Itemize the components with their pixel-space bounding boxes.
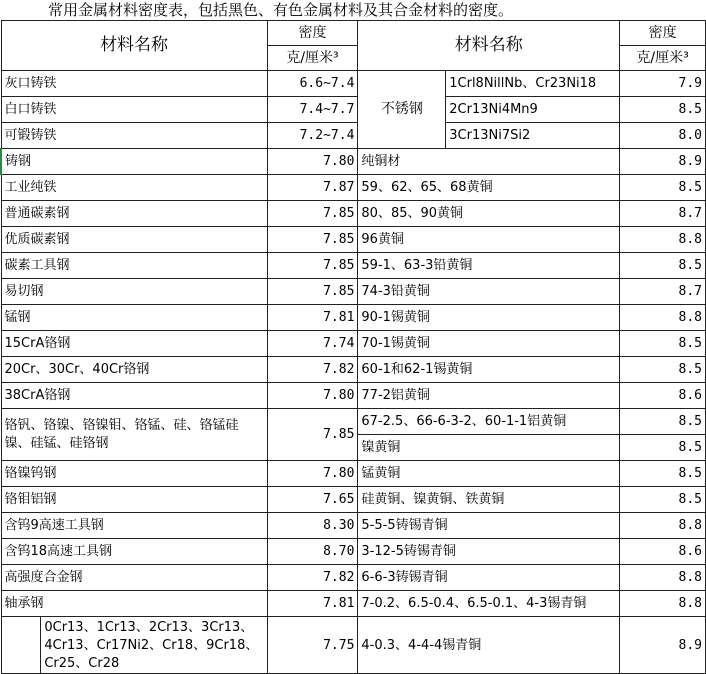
material-name: 38CrA铬钢 bbox=[1, 383, 267, 409]
table-row bbox=[1, 409, 706, 435]
material-name: 15CrA铬钢 bbox=[1, 331, 267, 357]
header-unit-right: 克/厘米³ bbox=[620, 46, 706, 71]
material-name: 铬钼铝钢 bbox=[1, 487, 267, 513]
material-name: 1Crl8NillNb、Cr23Ni18 bbox=[446, 71, 620, 97]
density-value: 7.82 bbox=[267, 565, 358, 591]
density-value: 6.6~7.4 bbox=[267, 71, 358, 97]
density-value: 8.5 bbox=[620, 435, 706, 461]
density-value: 7.81 bbox=[267, 305, 358, 331]
table-row bbox=[1, 357, 706, 383]
material-name: 工业纯铁 bbox=[1, 175, 267, 201]
table-row bbox=[1, 565, 706, 591]
material-name: 20Cr、30Cr、40Cr铬钢 bbox=[1, 357, 267, 383]
density-value: 8.8 bbox=[620, 305, 706, 331]
density-value: 8.8 bbox=[620, 227, 706, 253]
header-density-left: 密度 bbox=[267, 21, 358, 46]
density-table bbox=[0, 20, 706, 674]
density-value: 7.9 bbox=[620, 71, 706, 97]
density-value: 7.85 bbox=[267, 279, 358, 305]
material-name: 铸钢 bbox=[1, 149, 267, 175]
density-value: 7.2~7.4 bbox=[267, 123, 358, 149]
material-name: 纯铜材 bbox=[358, 149, 620, 175]
material-name: 4-0.3、4-4-4锡青铜 bbox=[358, 617, 620, 674]
density-value: 8.6 bbox=[620, 539, 706, 565]
density-value: 7.82 bbox=[267, 357, 358, 383]
table-row bbox=[1, 227, 706, 253]
material-name: 3-12-5铸锡青铜 bbox=[358, 539, 620, 565]
table-row bbox=[1, 461, 706, 487]
material-name: 可锻铸铁 bbox=[1, 123, 267, 149]
density-value: 8.70 bbox=[267, 539, 358, 565]
material-name: 59、62、65、68黄铜 bbox=[358, 175, 620, 201]
table-row bbox=[1, 253, 706, 279]
table-row bbox=[1, 149, 706, 175]
density-value: 8.9 bbox=[620, 149, 706, 175]
density-value: 8.5 bbox=[620, 357, 706, 383]
material-name: 70-1锡黄铜 bbox=[358, 331, 620, 357]
blank-cell bbox=[1, 617, 41, 674]
density-value: 8.8 bbox=[620, 591, 706, 617]
density-value: 7.80 bbox=[267, 461, 358, 487]
density-value: 8.5 bbox=[620, 253, 706, 279]
material-name: 易切钢 bbox=[1, 279, 267, 305]
density-value: 7.85 bbox=[267, 253, 358, 279]
table-row bbox=[1, 383, 706, 409]
table-row bbox=[1, 539, 706, 565]
density-value: 8.5 bbox=[620, 175, 706, 201]
material-name: 96黄铜 bbox=[358, 227, 620, 253]
table-row bbox=[1, 617, 706, 674]
density-value: 8.5 bbox=[620, 331, 706, 357]
table-row bbox=[1, 175, 706, 201]
material-name: 轴承钢 bbox=[1, 591, 267, 617]
stainless-steel-label: 不锈钢 bbox=[358, 71, 446, 149]
material-name: 5-5-5铸锡青铜 bbox=[358, 513, 620, 539]
density-value: 7.65 bbox=[267, 487, 358, 513]
density-value: 8.7 bbox=[620, 279, 706, 305]
density-value: 8.5 bbox=[620, 409, 706, 435]
table-row bbox=[1, 591, 706, 617]
table-row bbox=[1, 201, 706, 227]
material-name: 含钨9高速工具钢 bbox=[1, 513, 267, 539]
material-name: 锰钢 bbox=[1, 305, 267, 331]
density-value: 7.4~7.7 bbox=[267, 97, 358, 123]
material-name: 6-6-3铸锡青铜 bbox=[358, 565, 620, 591]
header-unit-left: 克/厘米³ bbox=[267, 46, 358, 71]
density-value: 8.8 bbox=[620, 565, 706, 591]
density-value: 8.5 bbox=[620, 487, 706, 513]
density-value: 7.85 bbox=[267, 201, 358, 227]
table-row bbox=[1, 331, 706, 357]
material-name: 硅黄铜、镍黄铜、铁黄铜 bbox=[358, 487, 620, 513]
density-value: 7.75 bbox=[267, 617, 358, 674]
material-name: 普通碳素钢 bbox=[1, 201, 267, 227]
density-value: 8.0 bbox=[620, 123, 706, 149]
material-name: 7-0.2、6.5-0.4、6.5-0.1、4-3锡青铜 bbox=[358, 591, 620, 617]
density-value: 8.30 bbox=[267, 513, 358, 539]
density-value: 8.5 bbox=[620, 461, 706, 487]
material-name: 59-1、63-3铅黄铜 bbox=[358, 253, 620, 279]
material-name: 0Cr13、1Cr13、2Cr13、3Cr13、4Cr13、Cr17Ni2、Cr18、9Cr18、Cr25、Cr28 bbox=[41, 617, 267, 674]
material-name: 锰黄铜 bbox=[358, 461, 620, 487]
material-name: 90-1锡黄铜 bbox=[358, 305, 620, 331]
density-value: 8.6 bbox=[620, 383, 706, 409]
material-name: 镍黄铜 bbox=[358, 435, 620, 461]
material-name: 铬镍钨钢 bbox=[1, 461, 267, 487]
table-row bbox=[1, 487, 706, 513]
density-value: 8.8 bbox=[620, 513, 706, 539]
material-name: 74-3铅黄铜 bbox=[358, 279, 620, 305]
material-name: 优质碳素钢 bbox=[1, 227, 267, 253]
density-value: 7.81 bbox=[267, 591, 358, 617]
density-value: 7.80 bbox=[267, 383, 358, 409]
table-row bbox=[1, 513, 706, 539]
density-value: 7.74 bbox=[267, 331, 358, 357]
material-name: 灰口铸铁 bbox=[1, 71, 267, 97]
material-name: 3Cr13Ni7Si2 bbox=[446, 123, 620, 149]
density-value: 8.5 bbox=[620, 97, 706, 123]
material-name: 含钨18高速工具钢 bbox=[1, 539, 267, 565]
material-name: 67-2.5、66-6-3-2、60-1-1铝黄铜 bbox=[358, 409, 620, 435]
header-material-name-left: 材料名称 bbox=[1, 21, 267, 71]
density-value: 7.85 bbox=[267, 227, 358, 253]
material-name: 铬钒、铬镍、铬镍钼、铬锰、硅、铬锰硅镍、硅锰、硅铬钢 bbox=[1, 409, 267, 461]
density-value: 7.80 bbox=[267, 149, 358, 175]
table-row bbox=[1, 279, 706, 305]
density-value: 7.85 bbox=[267, 409, 358, 461]
density-value: 8.9 bbox=[620, 617, 706, 674]
material-name: 高强度合金钢 bbox=[1, 565, 267, 591]
header-density-right: 密度 bbox=[620, 21, 706, 46]
density-value: 8.7 bbox=[620, 201, 706, 227]
table-caption: 常用金属材料密度表，包括黑色、有色金属材料及其合金材料的密度。 bbox=[48, 1, 514, 19]
material-name: 白口铸铁 bbox=[1, 97, 267, 123]
material-name: 80、85、90黄铜 bbox=[358, 201, 620, 227]
table-row bbox=[1, 305, 706, 331]
header-material-name-right: 材料名称 bbox=[358, 21, 620, 71]
density-value: 7.87 bbox=[267, 175, 358, 201]
material-name: 60-1和62-1锡黄铜 bbox=[358, 357, 620, 383]
material-name: 77-2铝黄铜 bbox=[358, 383, 620, 409]
material-name: 碳素工具钢 bbox=[1, 253, 267, 279]
material-name: 2Cr13Ni4Mn9 bbox=[446, 97, 620, 123]
